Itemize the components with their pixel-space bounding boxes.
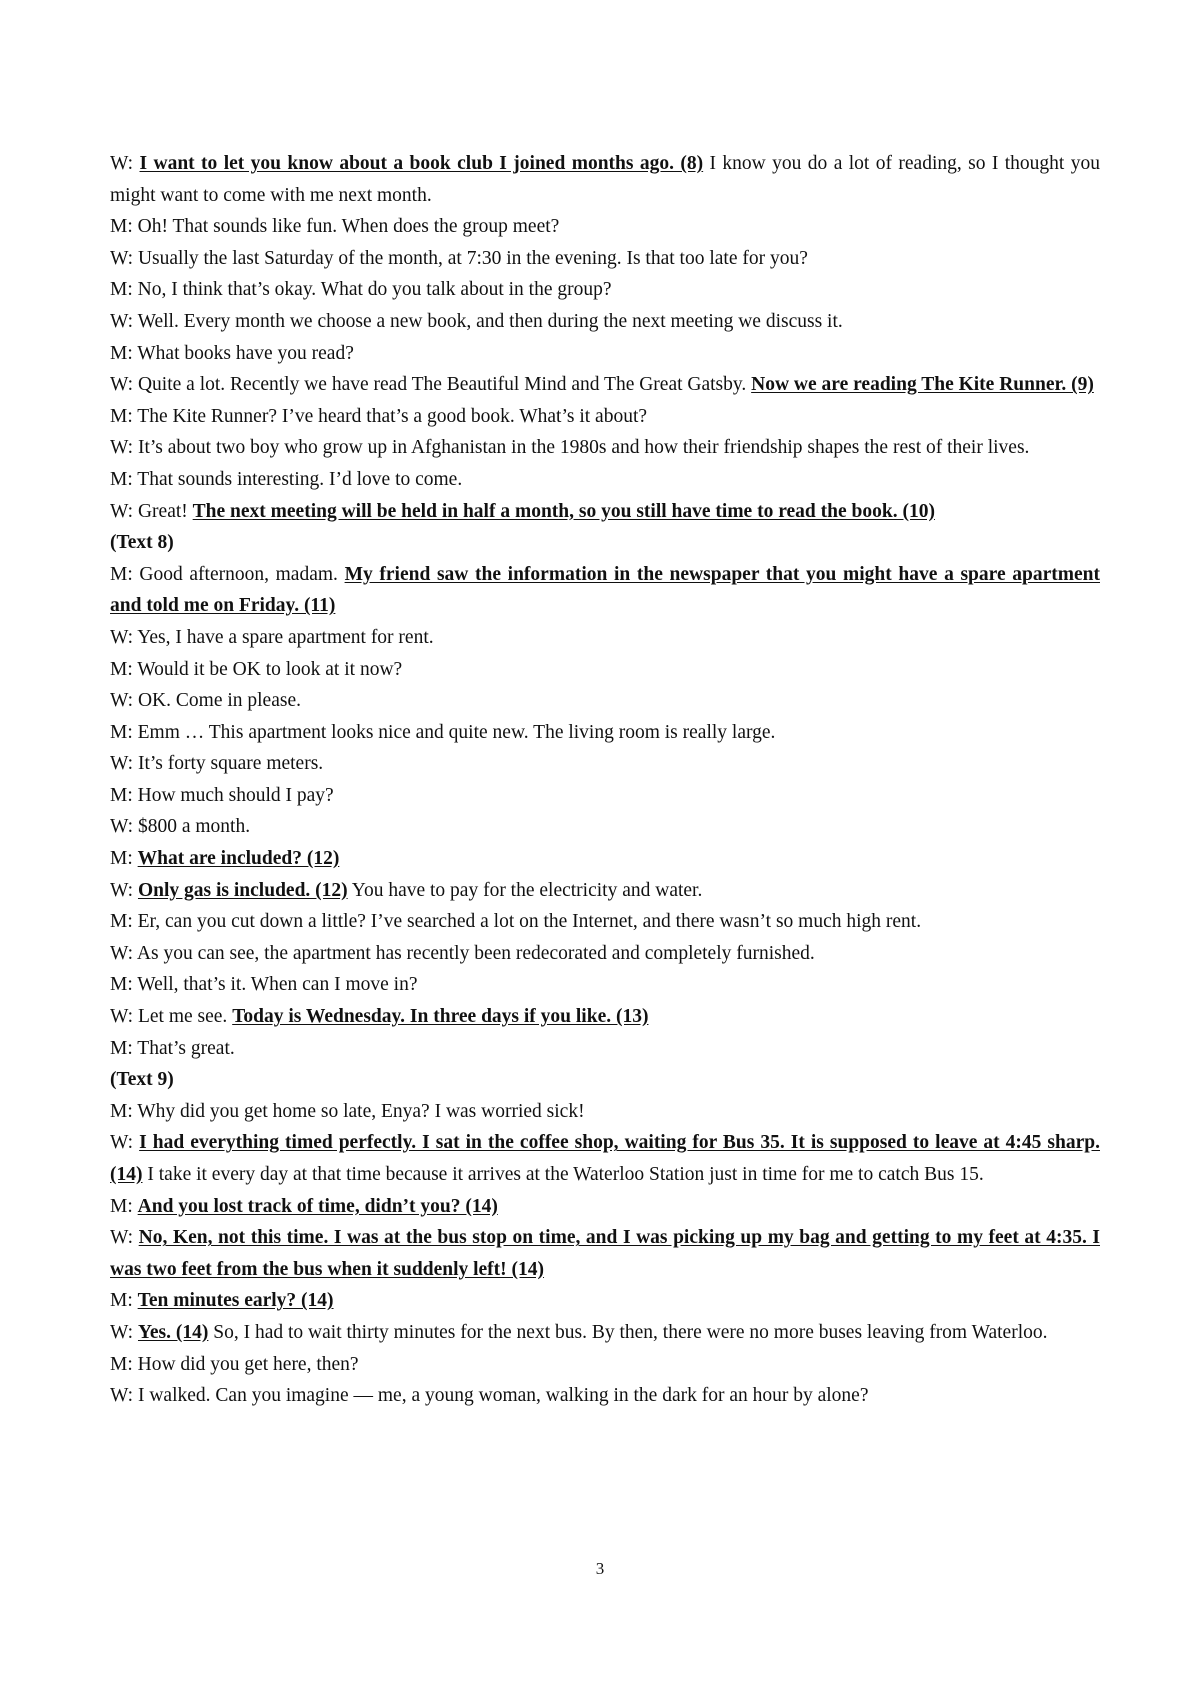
answer-highlight: Ten minutes early? (14) [137, 1290, 334, 1312]
line-text: M: [110, 848, 138, 870]
dialogue-a [110, 148, 1100, 527]
line-text: M: What books have you read? [110, 342, 354, 364]
line-text: You have to pay for the electricity and water. [347, 879, 703, 901]
dialogue-line [110, 622, 1100, 654]
line-text: W: [110, 1321, 138, 1343]
dialogue-line [110, 496, 1100, 528]
line-text: W: $800 a month. [110, 816, 251, 838]
dialogue-line [110, 685, 1100, 717]
answer-highlight: I want to let you know about a book club I joined months ago. (8) [139, 153, 704, 174]
answer-highlight: Today is Wednesday. In three days if you like. (13) [232, 1006, 649, 1028]
answer-highlight: Now we are reading The Kite Runner. (9) [751, 374, 1094, 396]
dialogue-line [110, 811, 1100, 843]
dialogue-line [110, 1380, 1100, 1412]
document-body [110, 148, 1100, 1412]
dialogue-line [110, 969, 1100, 1001]
line-text: I take it every day at that time because it arrives at the Waterloo Station just in time for me to catch Bus 15. [142, 1164, 984, 1185]
line-text: W: [110, 1132, 140, 1154]
dialogue-line [110, 1285, 1100, 1317]
answer-highlight: I had everything timed perfectly. I sat in the coffee shop, waiting for Bus 35. It is supposed to leave at 4:45 sharp. (14) [110, 1132, 1100, 1185]
line-text: W: Let me see. [110, 1006, 233, 1028]
answer-highlight: What are included? (12) [137, 848, 340, 870]
dialogue-line [110, 243, 1100, 275]
line-text: M: Oh! That sounds like fun. When does the group meet? [110, 216, 560, 238]
dialogue-line [110, 464, 1100, 496]
line-text: W: As you can see, the apartment has recently been redecorated and completely furnished. [110, 942, 815, 964]
answer-highlight: No, Ken, not this time. I was at the bus stop on time, and I was picking up my bag and getting to my feet at 4:35. I was two feet from the bus when it suddenly left! (14) [110, 1227, 1100, 1280]
dialogue-line [110, 432, 1100, 464]
answer-highlight: My friend saw the information in the newspaper that you might have a spare apartment and told me on Friday. (11) [110, 563, 1100, 617]
line-text: M: Emm … This apartment looks nice and quite new. The living room is really large. [110, 721, 776, 743]
section-heading-text-9: (Text 9) [110, 1069, 174, 1091]
dialogue-line [110, 369, 1100, 401]
dialogue-line [110, 938, 1100, 970]
dialogue-line [110, 338, 1100, 370]
dialogue-line [110, 1222, 1100, 1285]
line-text: W: OK. Come in please. [110, 690, 301, 712]
dialogue-line [110, 306, 1100, 338]
line-text: M: The Kite Runner? I’ve heard that’s a good book. What’s it about? [110, 405, 648, 427]
page-number: 3 [595, 1559, 605, 1578]
dialogue-line [110, 780, 1100, 812]
section-heading-text-8: (Text 8) [110, 532, 174, 554]
answer-highlight: Yes. (14) [137, 1321, 209, 1343]
line-text: M: That’s great. [110, 1037, 235, 1059]
dialogue-line [110, 1127, 1100, 1190]
line-text: W: Usually the last Saturday of the month, at 7:30 in the evening. Is that too late for you? [110, 247, 808, 269]
dialogue-line [110, 148, 1100, 211]
answer-highlight: And you lost track of time, didn’t you? (14) [137, 1195, 498, 1217]
line-text: M: Er, can you cut down a little? I’ve searched a lot on the Internet, and there wasn’t so much high rent. [110, 911, 922, 933]
dialogue-line [110, 717, 1100, 749]
answer-highlight: Only gas is included. (12) [137, 879, 348, 901]
dialogue-c [110, 1096, 1100, 1412]
line-text: W: Great! [110, 500, 193, 522]
dialogue-line [110, 1349, 1100, 1381]
dialogue-line [110, 559, 1100, 622]
dialogue-line [110, 1001, 1100, 1033]
line-text: M: [110, 1290, 138, 1312]
line-text: M: That sounds interesting. I’d love to come. [110, 468, 463, 490]
line-text: W: Quite a lot. Recently we have read The Beautiful Mind and The Great Gatsby. [110, 374, 752, 396]
dialogue-line [110, 843, 1100, 875]
line-text: I know you do a lot of reading, so I thought you might want to come with me next month. [110, 153, 1100, 206]
line-text: M: [110, 1195, 138, 1217]
line-text: W: [110, 1227, 139, 1249]
dialogue-line [110, 1033, 1100, 1065]
line-text: M: No, I think that’s okay. What do you talk about in the group? [110, 279, 612, 301]
dialogue-line [110, 654, 1100, 686]
line-text: M: How did you get here, then? [110, 1353, 359, 1375]
line-text: So, I had to wait thirty minutes for the next bus. By then, there were no more buses leaving from Waterloo. [208, 1321, 1048, 1343]
line-text: M: How much should I pay? [110, 784, 334, 806]
line-text: W: I walked. Can you imagine — me, a young woman, walking in the dark for an hour by alone? [110, 1385, 869, 1407]
answer-highlight: The next meeting will be held in half a month, so you still have time to read the book. (10) [192, 500, 935, 522]
line-text: M: Would it be OK to look at it now? [110, 658, 403, 680]
line-text: W: [110, 879, 138, 901]
dialogue-line [110, 748, 1100, 780]
dialogue-line [110, 906, 1100, 938]
line-text: W: It’s forty square meters. [110, 753, 324, 775]
dialogue-line [110, 211, 1100, 243]
dialogue-line [110, 1191, 1100, 1223]
dialogue-line [110, 274, 1100, 306]
line-text: W: [110, 153, 140, 174]
dialogue-line [110, 401, 1100, 433]
line-text: M: Why did you get home so late, Enya? I was worried sick! [110, 1100, 585, 1122]
line-text: M: Good afternoon, madam. [110, 563, 345, 585]
line-text: W: Yes, I have a spare apartment for rent. [110, 626, 434, 648]
line-text: W: It’s about two boy who grow up in Afghanistan in the 1980s and how their friendship shapes the rest of their lives. [110, 437, 1030, 459]
dialogue-line [110, 1096, 1100, 1128]
line-text: M: Well, that’s it. When can I move in? [110, 974, 418, 996]
dialogue-line [110, 1317, 1100, 1349]
dialogue-b [110, 559, 1100, 1065]
line-text: W: Well. Every month we choose a new book, and then during the next meeting we discuss it. [110, 310, 843, 332]
dialogue-line [110, 875, 1100, 907]
